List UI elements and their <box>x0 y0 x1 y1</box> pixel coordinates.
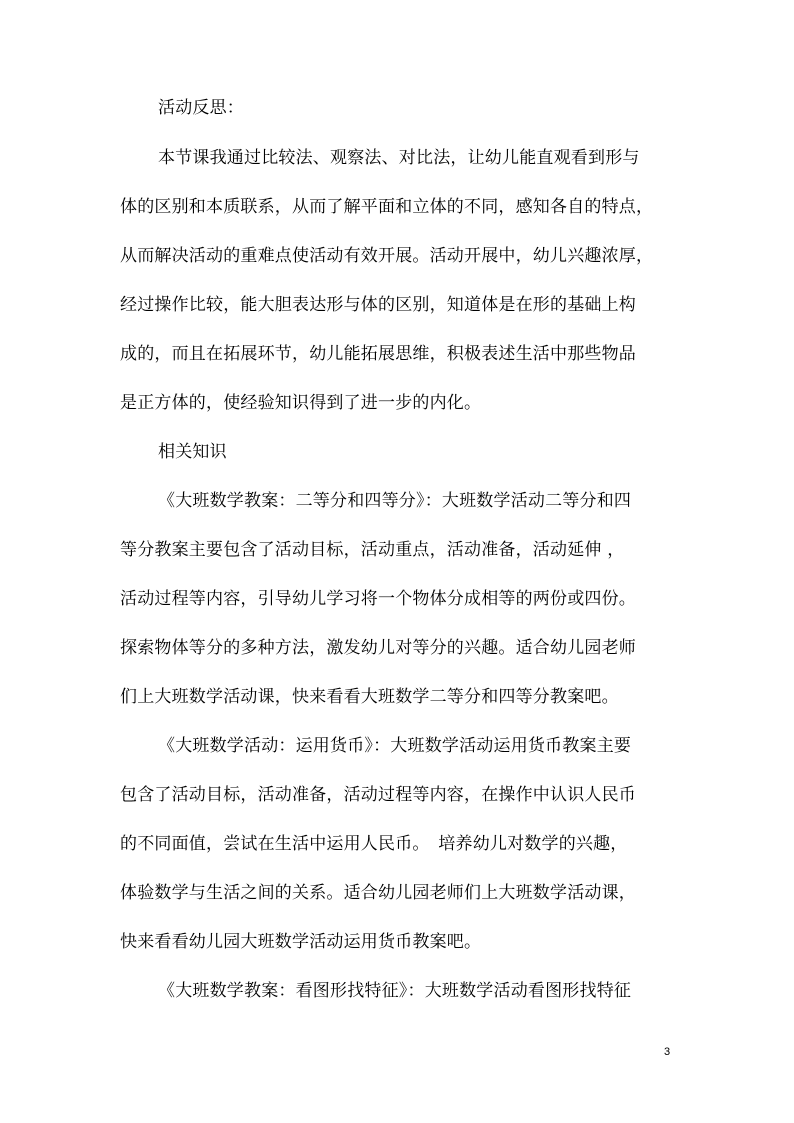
paragraph-line: 从而解决活动的重难点使活动有效开展。活动开展中，幼儿兴趣浓厚， <box>120 246 654 266</box>
page-number: 3 <box>664 1046 671 1058</box>
paragraph-line: 《大班数学教案：二等分和四等分》：大班数学活动二等分和四 <box>158 491 632 511</box>
paragraph-line: 《大班数学活动：运用货币》：大班数学活动运用货币教案主要 <box>158 736 632 756</box>
paragraph-line: 成的，而且在拓展环节，幼儿能拓展思维，积极表述生活中那些物品 <box>120 344 636 364</box>
paragraph-line: 经过操作比较，能大胆表达形与体的区别，知道体是在形的基础上构 <box>120 295 636 315</box>
paragraph-line: 活动过程等内容，引导幼儿学习将一个物体分成相等的两份或四份。 <box>120 589 636 609</box>
paragraph-line: 体的区别和本质联系，从而了解平面和立体的不同，感知各自的特点， <box>120 197 654 217</box>
paragraph-line: 等分教案主要包含了活动目标，活动重点，活动准备，活动延伸 ， <box>120 540 625 560</box>
paragraph-line: 本节课我通过比较法、观察法、对比法，让幼儿能直观看到形与 <box>158 148 640 168</box>
paragraph-line: 包含了活动目标，活动准备，活动过程等内容，在操作中认识人民币 <box>120 785 636 805</box>
paragraph-line: 《大班数学教案：看图形找特征》：大班数学活动看图形找特征 <box>158 981 632 1001</box>
paragraph-line: 快来看看幼儿园大班数学活动运用货币教案吧。 <box>120 932 482 952</box>
paragraph-line: 们上大班数学活动课，快来看看大班数学二等分和四等分教案吧。 <box>120 687 619 707</box>
paragraph-line: 探索物体等分的多种方法，激发幼儿对等分的兴趣。适合幼儿园老师 <box>120 638 636 658</box>
heading-activity-reflection: 活动反思： <box>158 98 244 118</box>
paragraph-line: 体验数学与生活之间的关系。适合幼儿园老师们上大班数学活动课， <box>120 883 636 903</box>
paragraph-line: 是正方体的，使经验知识得到了进一步的内化。 <box>120 393 482 413</box>
heading-related-knowledge: 相关知识 <box>158 442 227 462</box>
paragraph-line: 的不同面值，尝试在生活中运用人民币。 培养幼儿对数学的兴趣， <box>120 834 628 854</box>
